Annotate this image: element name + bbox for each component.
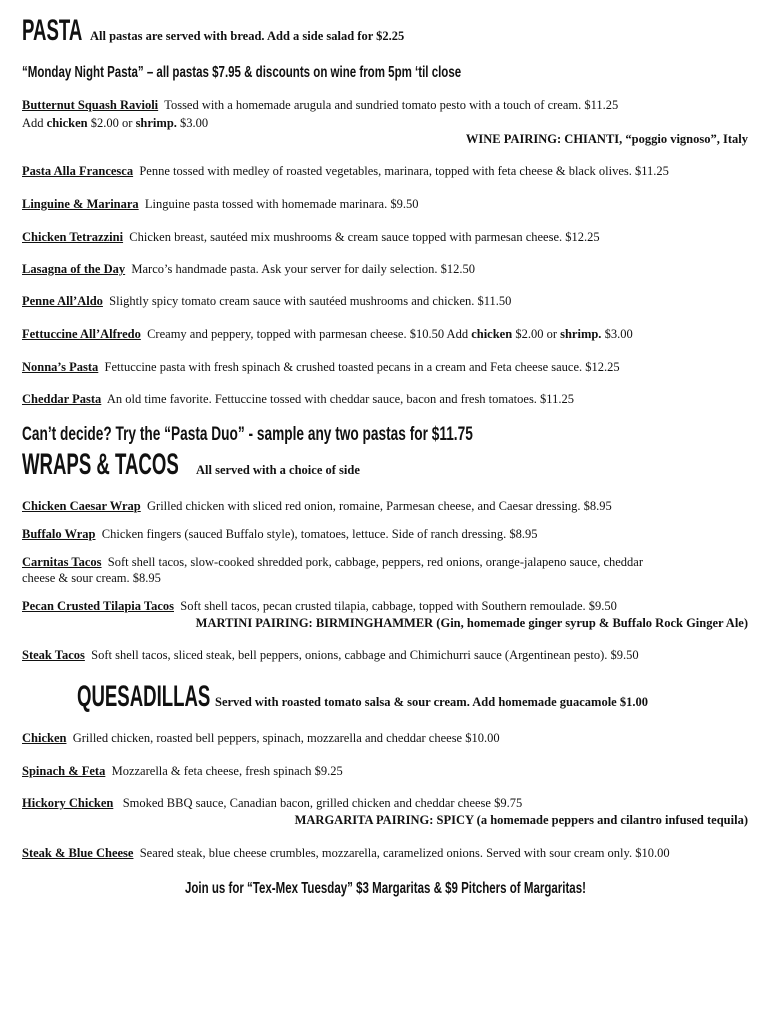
- item-name: Chicken Tetrazzini: [22, 230, 124, 244]
- item-name: Pasta Alla Francesca: [22, 164, 134, 178]
- menu-item-lasagna: [22, 262, 748, 277]
- add-price: $2.00 or: [90, 116, 133, 130]
- item-name: Cheddar Pasta: [22, 392, 102, 406]
- add-price: $2.00 or: [515, 327, 557, 341]
- tex-mex-promo: [22, 880, 748, 898]
- add-shrimp-price: $3.00: [604, 327, 633, 341]
- menu-item-spinach-feta: [22, 764, 748, 779]
- add-shrimp-price: $3.00: [180, 116, 209, 130]
- item-name: Steak & Blue Cheese: [22, 846, 134, 860]
- item-name: Hickory Chicken: [22, 796, 114, 810]
- wraps-title: WRAPS & TACOS: [22, 448, 179, 481]
- item-name: Lasagna of the Day: [22, 262, 126, 276]
- menu-item-steak-blue-cheese: [22, 846, 748, 861]
- item-name: Pecan Crusted Tilapia Tacos: [22, 599, 174, 613]
- item-name: Steak Tacos: [22, 648, 85, 662]
- item-desc: Grilled chicken, roasted bell peppers, spinach, mozzarella and cheddar cheese $10.00: [72, 731, 500, 745]
- menu-item-hickory-chicken: [22, 796, 748, 811]
- quesadillas-subtitle: Served with roasted tomato salsa & sour cream. Add homemade guacamole $1.00: [215, 695, 648, 709]
- item-desc: Soft shell tacos, slow-cooked shredded pork, cabbage, peppers, red onions, orange-jalapeno sauce, cheddar: [107, 555, 644, 569]
- pasta-duo-promo: [22, 424, 748, 446]
- item-desc: An old time favorite. Fettuccine tossed with cheddar sauce, bacon and fresh tomatoes. $11.25: [106, 392, 574, 406]
- menu-item-steak-tacos: [22, 648, 748, 663]
- add-shrimp: shrimp.: [560, 327, 602, 341]
- ravioli-add-ons: [22, 116, 748, 131]
- item-desc: Penne tossed with medley of roasted vegetables, marinara, topped with feta cheese & black olives. $11.25: [139, 164, 669, 178]
- item-desc: Mozzarella & feta cheese, fresh spinach $9.25: [111, 764, 343, 778]
- menu-item-tilapia-tacos: [22, 599, 748, 614]
- monday-promo: [22, 64, 748, 82]
- quesadillas-header: [77, 680, 748, 714]
- item-name: Fettuccine All’Alfredo: [22, 327, 141, 341]
- menu-item-carnitas-cont: cheese & sour cream. $8.95: [22, 571, 161, 585]
- pasta-title: PASTA: [22, 14, 83, 47]
- menu-item-penne-aldo: [22, 294, 748, 309]
- pasta-subtitle: All pastas are served with bread. Add a side salad for $2.25: [90, 29, 405, 43]
- item-name: Nonna’s Pasta: [22, 360, 99, 374]
- item-desc: Linguine pasta tossed with homemade marinara. $9.50: [144, 197, 419, 211]
- item-name: Linguine & Marinara: [22, 197, 139, 211]
- wraps-subtitle: All served with a choice of side: [196, 463, 360, 477]
- menu-item-cheddar: [22, 392, 748, 407]
- item-name: Spinach & Feta: [22, 764, 106, 778]
- menu-item-nonnas: [22, 360, 748, 375]
- menu-item-chicken-quesadilla: [22, 731, 748, 746]
- item-desc: Smoked BBQ sauce, Canadian bacon, grilled chicken and cheddar cheese $9.75: [122, 796, 523, 810]
- add-text: Add: [22, 116, 44, 130]
- item-desc: Fettuccine pasta with fresh spinach & crushed toasted pecans in a cream and Feta cheese sauce. $12.25: [104, 360, 620, 374]
- item-desc: Grilled chicken with sliced red onion, romaine, Parmesan cheese, and Caesar dressing. $8.95: [147, 499, 612, 513]
- menu-item-caesar-wrap: [22, 499, 748, 514]
- tex-mex-promo-text: Join us for “Tex-Mex Tuesday” $3 Margaritas & $9 Pitchers of Margaritas!: [184, 880, 586, 897]
- menu-item-ravioli: [22, 98, 748, 113]
- margarita-pairing: MARGARITA PAIRING: SPICY (a homemade peppers and cilantro infused tequila): [294, 813, 748, 827]
- item-name: Chicken: [22, 731, 67, 745]
- item-desc: Creamy and peppery, topped with parmesan cheese. $10.50 Add: [147, 327, 469, 341]
- menu-item-alfredo: [22, 327, 748, 342]
- wraps-header: [22, 448, 748, 482]
- item-desc: Chicken breast, sautéed mix mushrooms & cream sauce topped with parmesan cheese. $12.25: [129, 230, 600, 244]
- item-desc: Tossed with a homemade arugula and sundried tomato pesto with a touch of cream. $11.25: [164, 98, 619, 112]
- add-shrimp: shrimp.: [135, 116, 177, 130]
- item-desc: Soft shell tacos, sliced steak, bell peppers, onions, cabbage and Chimichurri sauce (Argentinean pesto). $9.50: [91, 648, 639, 662]
- item-name: Butternut Squash Ravioli: [22, 98, 159, 112]
- item-name: Buffalo Wrap: [22, 527, 96, 541]
- item-desc: Soft shell tacos, pecan crusted tilapia, cabbage, topped with Southern remoulade. $9.50: [180, 599, 617, 613]
- wine-pairing: WINE PAIRING: CHIANTI, “poggio vignoso”, Italy: [465, 132, 748, 146]
- menu-item-carnitas: [22, 555, 748, 570]
- add-chicken: chicken: [471, 327, 513, 341]
- quesadillas-title: QUESADILLAS: [77, 680, 211, 713]
- item-desc: Slightly spicy tomato cream sauce with sautéed mushrooms and chicken. $11.50: [109, 294, 512, 308]
- item-name: Carnitas Tacos: [22, 555, 102, 569]
- item-desc: Seared steak, blue cheese crumbles, mozzarella, caramelized onions. Served with sour cream only. $10.00: [139, 846, 670, 860]
- item-name: Penne All’Aldo: [22, 294, 103, 308]
- menu-item-tetrazzini: [22, 230, 748, 245]
- menu-item-linguine: [22, 197, 748, 212]
- pasta-duo-text: Can’t decide? Try the “Pasta Duo” - sample any two pastas for $11.75: [22, 424, 473, 445]
- monday-promo-text: “Monday Night Pasta” – all pastas $7.95 & discounts on wine from 5pm ‘til close: [22, 64, 462, 81]
- item-desc: Marco’s handmade pasta. Ask your server for daily selection. $12.50: [131, 262, 476, 276]
- martini-pairing: MARTINI PAIRING: BIRMINGHAMMER (Gin, homemade ginger syrup & Buffalo Rock Ginger Ale): [195, 616, 748, 630]
- item-name: Chicken Caesar Wrap: [22, 499, 141, 513]
- add-chicken: chicken: [46, 116, 88, 130]
- pasta-header: [22, 14, 748, 48]
- menu-item-francesca: [22, 164, 748, 179]
- item-desc: Chicken fingers (sauced Buffalo style), tomatoes, lettuce. Side of ranch dressing. $8.95: [101, 527, 538, 541]
- menu-item-buffalo-wrap: [22, 527, 748, 542]
